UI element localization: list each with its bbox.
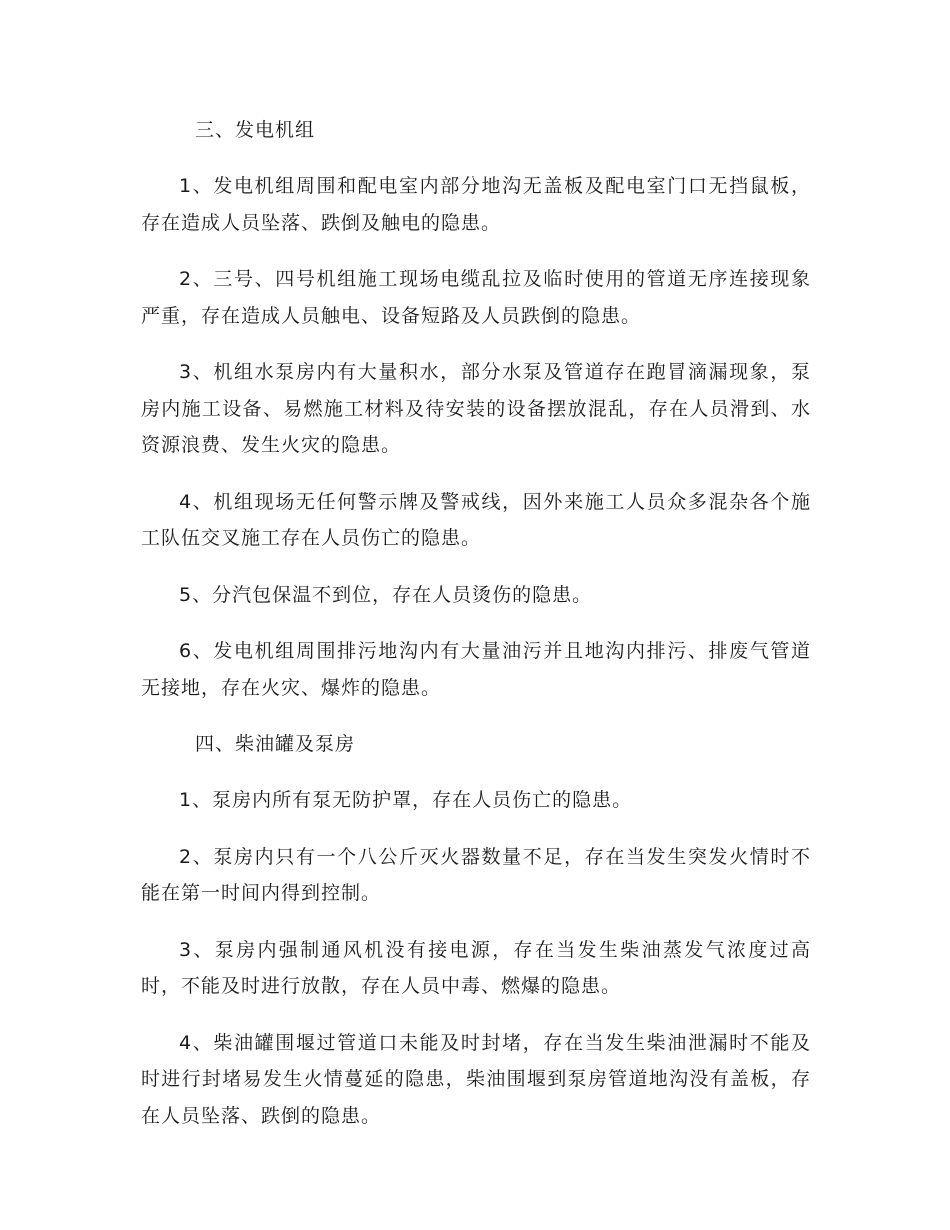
paragraph-item: 1、发电机组周围和配电室内部分地沟无盖板及配电室门口无挡鼠板，存在造成人员坠落、跌倒及触电的隐患。 xyxy=(141,175,811,234)
section-heading-generator-sets: 三、发电机组 xyxy=(195,119,316,141)
paragraph-item: 3、泵房内强制通风机没有接电源，存在当发生柴油蒸发气浓度过高时，不能及时进行放散，存在人员中毒、燃爆的隐患。 xyxy=(141,938,811,997)
paragraph-item: 2、泵房内只有一个八公斤灭火器数量不足，存在当发生突发火情时不能在第一时间内得到控制。 xyxy=(141,845,811,904)
section-heading-diesel-tank-pump-room: 四、柴油罐及泵房 xyxy=(195,733,356,755)
paragraph-item: 4、柴油罐围堰过管道口未能及时封堵，存在当发生柴油泄漏时不能及时进行封堵易发生火情蔓延的隐患，柴油围堰到泵房管道地沟没有盖板，存在人员坠落、跌倒的隐患。 xyxy=(141,1031,811,1127)
paragraph-item: 5、分汽包保温不到位，存在人员烫伤的隐患。 xyxy=(179,583,593,606)
paragraph-item: 3、机组水泵房内有大量积水，部分水泵及管道存在跑冒滴漏现象，泵房内施工设备、易燃施工材料及待安装的设备摆放混乱，存在人员滑到、水资源浪费、发生火灾的隐患。 xyxy=(141,361,811,456)
paragraph-item: 6、发电机组周围排污地沟内有大量油污并且地沟内排污、排废气管道无接地，存在火灾、爆炸的隐患。 xyxy=(141,640,811,699)
paragraph-item: 4、机组现场无任何警示牌及警戒线，因外来施工人员众多混杂各个施工队伍交叉施工存在人员伤亡的隐患。 xyxy=(141,490,811,549)
paragraph-item: 2、三号、四号机组施工现场电缆乱拉及临时使用的管道无序连接现象严重，存在造成人员触电、设备短路及人员跌倒的隐患。 xyxy=(141,268,811,327)
document-body xyxy=(141,112,811,1154)
paragraph-item: 1、泵房内所有泵无防护罩，存在人员伤亡的隐患。 xyxy=(179,789,633,811)
